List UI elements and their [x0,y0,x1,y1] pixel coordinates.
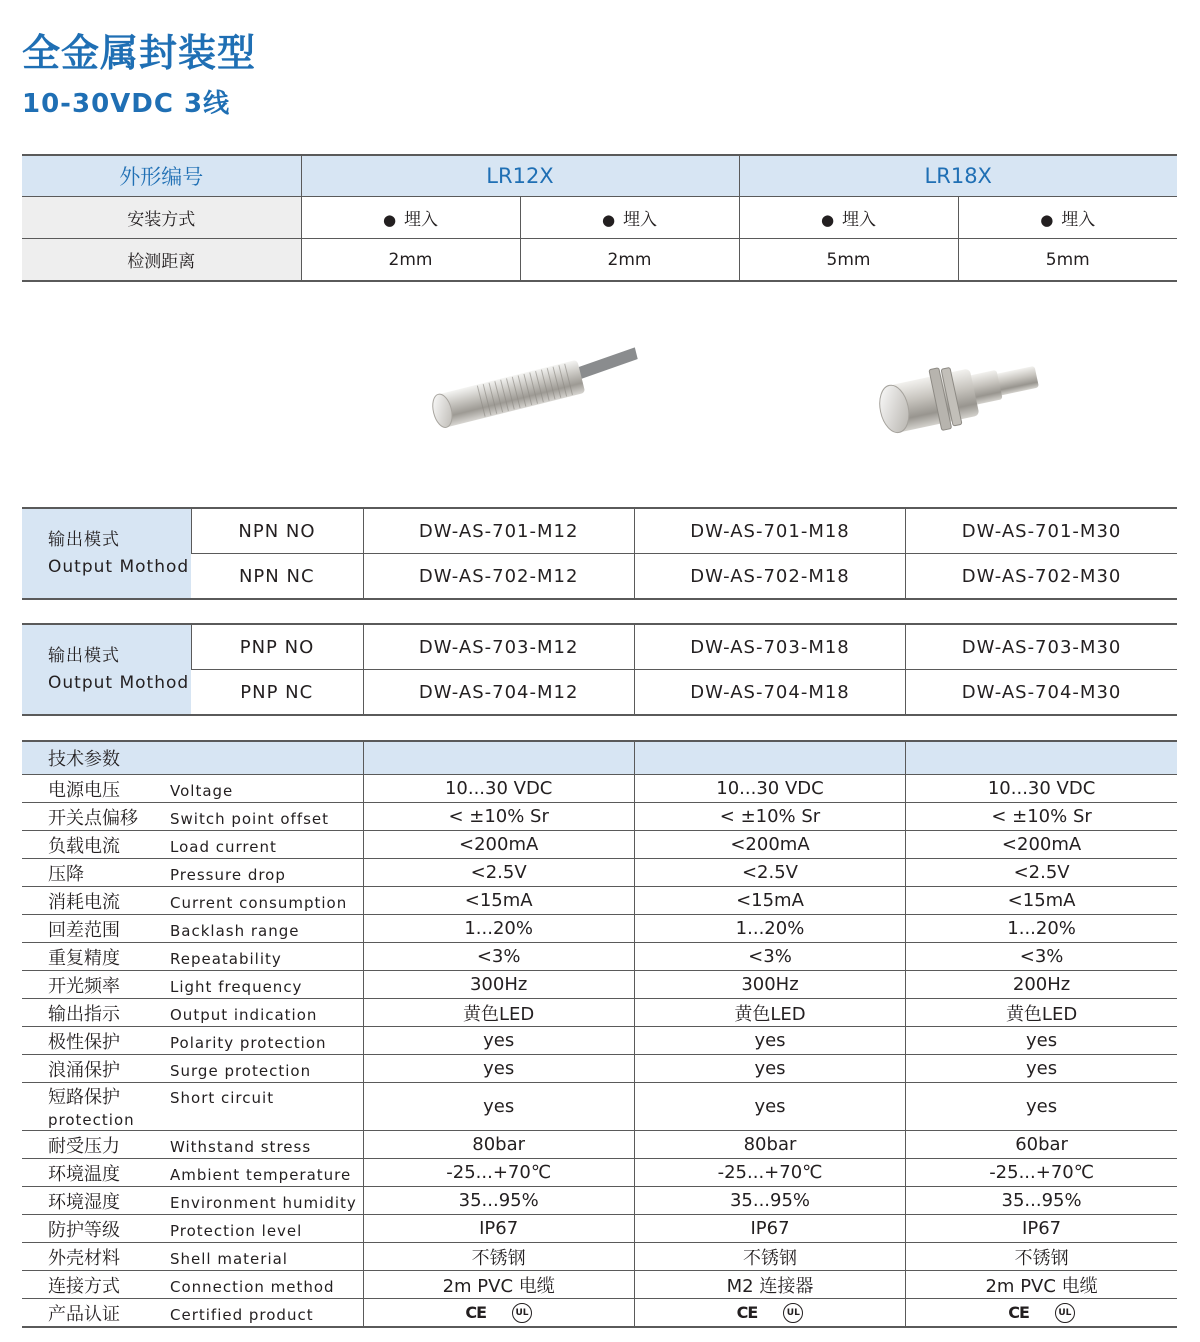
spec-label-en: Environment humidity [170,1193,357,1212]
spec-value: -25...+70℃ [363,1159,634,1187]
spec-value: < ±10% Sr [363,803,634,831]
spec-label [22,1055,363,1083]
spec-label [22,775,363,803]
spec-label-cn: 防护等级 [48,1219,120,1241]
spec-value: 2m PVC 电缆 [906,1271,1177,1299]
distance-value: 5mm [739,239,958,282]
spec-value: < ±10% Sr [906,803,1177,831]
output-mode: PNP NO [191,624,363,670]
bullet-icon: ● [601,211,616,229]
product-photos [0,300,1200,490]
spec-label-cn: 外壳材料 [48,1247,120,1269]
spec-label-en: Backlash range [170,921,300,940]
spec-label-cn: 耐受压力 [48,1135,120,1157]
mounting-cell [520,197,739,239]
spec-label-en: Voltage [170,781,234,800]
spec-label-en: Withstand stress [170,1137,312,1156]
spec-label-cn: 短路保护 [48,1087,120,1108]
spec-label [22,915,363,943]
spec-row [22,999,1177,1027]
model-code: DW-AS-701-M18 [634,508,905,554]
spec-row [22,1271,1177,1299]
spec-value: 不锈钢 [363,1243,634,1271]
spec-header-cell [363,741,634,775]
spec-value: <15mA [906,887,1177,915]
spec-value: <200mA [634,831,905,859]
cert-marks [1008,1303,1075,1323]
spec-label [22,999,363,1027]
spec-value: 1...20% [363,915,634,943]
spec-label [22,943,363,971]
spec-label [22,1131,363,1159]
output-mode: NPN NO [191,508,363,554]
spec-label-en: Pressure drop [170,865,286,884]
spec-row [22,1299,1177,1328]
spec-label [22,1243,363,1271]
spec-header: 技术参数 [22,741,363,775]
spec-label [22,1187,363,1215]
ul-mark-icon: UL [512,1303,532,1323]
spec-header-cell [906,741,1177,775]
spec-value: 黄色LED [363,999,634,1027]
bullet-icon: ● [382,211,397,229]
page-title: 全金属封装型 [22,31,257,75]
spec-label-en: Repeatability [170,949,282,968]
model-code: DW-AS-703-M18 [634,624,905,670]
model-code: DW-AS-703-M12 [363,624,634,670]
spec-label-cn: 环境湿度 [48,1191,120,1213]
spec-row [22,943,1177,971]
spec-value: 黄色LED [634,999,905,1027]
output-mode-label [22,508,191,599]
spec-label-en: Ambient temperature [170,1165,352,1184]
output-mode-label-en: Output Mothod [48,556,190,577]
spec-label-cn: 消耗电流 [48,891,120,913]
spec-row [22,1159,1177,1187]
spec-value: 35...95% [634,1187,905,1215]
spec-row [22,831,1177,859]
spec-value: IP67 [906,1215,1177,1243]
spec-label-en: Polarity protection [170,1033,327,1052]
spec-label-en: Light frequency [170,977,303,996]
spec-value: 1...20% [906,915,1177,943]
spec-label-cn: 产品认证 [48,1303,120,1325]
spec-row [22,1027,1177,1055]
spec-value: 60bar [906,1131,1177,1159]
spec-row [22,1187,1177,1215]
spec-value: 35...95% [906,1187,1177,1215]
spec-row [22,1083,1177,1131]
spec-label-cn: 连接方式 [48,1275,120,1297]
output-mode-label [22,624,191,715]
ul-mark-icon: UL [1055,1303,1075,1323]
ce-mark-icon: CE [1008,1303,1029,1322]
mounting-cell [958,197,1177,239]
spec-value: 10...30 VDC [363,775,634,803]
bullet-icon: ● [820,211,835,229]
spec-label-cn: 浪涌保护 [48,1059,120,1081]
spec-table [22,740,1177,1328]
spec-label [22,1027,363,1055]
spec-label-cn: 极性保护 [48,1031,120,1053]
spec-row [22,1215,1177,1243]
distance-value: 2mm [520,239,739,282]
spec-row [22,1055,1177,1083]
cable-sensor-photo [410,340,650,440]
spec-value: 300Hz [363,971,634,999]
output-mode-label-en: Output Mothod [48,672,190,693]
spec-header-row [22,741,1177,775]
spec-value: IP67 [634,1215,905,1243]
spec-value: yes [363,1083,634,1131]
output-mode-label-cn: 输出模式 [48,645,120,666]
spec-value: M2 连接器 [634,1271,905,1299]
spec-value: 1...20% [634,915,905,943]
spec-row [22,1243,1177,1271]
output-mode: PNP NC [240,681,314,703]
mounting-value: 埋入 [1061,210,1096,230]
spec-value: <2.5V [363,859,634,887]
spec-label-cn: 压降 [48,863,84,885]
spec-value: <2.5V [634,859,905,887]
spec-value: yes [906,1083,1177,1131]
spec-label [22,1215,363,1243]
output-mode-label-cn: 输出模式 [48,529,120,550]
model-code: DW-AS-701-M30 [906,508,1177,554]
spec-row [22,803,1177,831]
spec-label-en: Current consumption [170,893,348,912]
spec-value: yes [634,1055,905,1083]
spec-label-en: Surge protection [170,1061,312,1080]
spec-value: 80bar [634,1131,905,1159]
cert-marks [737,1303,804,1323]
mounting-row [22,197,1177,239]
spec-cert-cell [906,1299,1177,1328]
spec-value: <3% [634,943,905,971]
spec-value: 35...95% [363,1187,634,1215]
output-row [22,508,1177,554]
output-mode: NPN NC [238,565,315,587]
spec-value: < ±10% Sr [634,803,905,831]
spec-label-en: Connection method [170,1277,335,1296]
spec-label [22,831,363,859]
spec-label-en: Certified product [170,1305,314,1324]
spec-label-cn: 开光频率 [48,975,120,997]
bullet-icon: ● [1040,211,1054,229]
spec-value: <15mA [634,887,905,915]
mounting-value: 埋入 [404,210,439,230]
spec-value: yes [906,1027,1177,1055]
spec-value: yes [363,1055,634,1083]
cert-marks [465,1303,532,1323]
spec-value: yes [363,1027,634,1055]
spec-value: 10...30 VDC [906,775,1177,803]
connector-sensor-photo [870,345,1060,455]
distance-value: 2mm [301,239,520,282]
spec-header-cell [634,741,905,775]
model-header-row [22,155,1177,197]
spec-row [22,887,1177,915]
spec-label-en: Load current [170,837,277,856]
ce-mark-icon: CE [736,1303,758,1322]
model-code: DW-AS-704-M30 [906,670,1177,716]
ul-mark-icon: UL [783,1303,803,1323]
spec-label [22,1083,363,1131]
spec-value: <200mA [906,831,1177,859]
output-table-npn [22,507,1177,600]
spec-cert-cell [363,1299,634,1328]
spec-label [22,1159,363,1187]
model-code: DW-AS-704-M18 [634,670,905,716]
spec-row [22,859,1177,887]
mounting-label: 安装方式 [22,197,301,239]
spec-value: 200Hz [906,971,1177,999]
spec-value: <200mA [363,831,634,859]
distance-row [22,239,1177,282]
spec-label-cn: 环境温度 [48,1163,120,1185]
spec-label-en: Output indication [170,1005,318,1024]
spec-label [22,887,363,915]
spec-value: yes [634,1083,905,1131]
spec-value: 不锈钢 [906,1243,1177,1271]
spec-value: 80bar [363,1131,634,1159]
spec-label-cn: 负载电流 [48,835,120,857]
spec-label-en: Short circuit protection [48,1089,275,1129]
model-header-label: 外形编号 [22,155,301,197]
spec-value: yes [906,1055,1177,1083]
spec-label-en: Switch point offset [170,809,330,828]
spec-label-en: Protection level [170,1221,303,1240]
spec-label [22,971,363,999]
mounting-value: 埋入 [623,210,658,230]
spec-value: 2m PVC 电缆 [363,1271,634,1299]
output-row [22,624,1177,670]
spec-label [22,1271,363,1299]
distance-value: 5mm [958,239,1177,282]
spec-value: yes [634,1027,905,1055]
spec-label [22,1299,363,1328]
model-code: DW-AS-701-M12 [363,508,634,554]
model-code: DW-AS-702-M18 [634,554,905,600]
spec-value: 10...30 VDC [634,775,905,803]
spec-label-en: Shell material [170,1249,288,1268]
spec-value: -25...+70℃ [906,1159,1177,1187]
spec-row [22,971,1177,999]
spec-label-cn: 电源电压 [48,779,120,801]
spec-value: 黄色LED [906,999,1177,1027]
model-code: DW-AS-703-M30 [906,624,1177,670]
spec-value: 不锈钢 [634,1243,905,1271]
spec-label [22,859,363,887]
spec-value: <15mA [363,887,634,915]
output-table-pnp [22,623,1177,716]
spec-value: <3% [906,943,1177,971]
spec-label-cn: 重复精度 [48,947,120,969]
spec-label-cn: 回差范围 [48,919,120,941]
spec-value: <3% [363,943,634,971]
model-code: DW-AS-704-M12 [363,670,634,716]
model-group-lr18x: LR18X [739,155,1177,197]
spec-label [22,803,363,831]
model-code: DW-AS-702-M30 [906,554,1177,600]
output-row [22,554,1177,600]
spec-value: 300Hz [634,971,905,999]
ce-mark-icon: CE [465,1303,486,1322]
spec-value: <2.5V [906,859,1177,887]
mounting-cell [301,197,520,239]
model-code: DW-AS-702-M12 [363,554,634,600]
distance-label: 检测距离 [22,239,301,282]
spec-value: -25...+70℃ [634,1159,905,1187]
mounting-value: 埋入 [842,210,877,230]
page-subtitle: 10-30VDC 3线 [22,89,231,119]
spec-row [22,915,1177,943]
spec-label-cn: 输出指示 [48,1003,120,1025]
spec-row [22,775,1177,803]
model-group-lr12x: LR12X [301,155,739,197]
spec-cert-cell [634,1299,905,1328]
mounting-cell [739,197,958,239]
model-table [22,154,1177,282]
spec-row [22,1131,1177,1159]
spec-label-cn: 开关点偏移 [48,807,138,829]
output-row [22,670,1177,716]
spec-value: IP67 [363,1215,634,1243]
